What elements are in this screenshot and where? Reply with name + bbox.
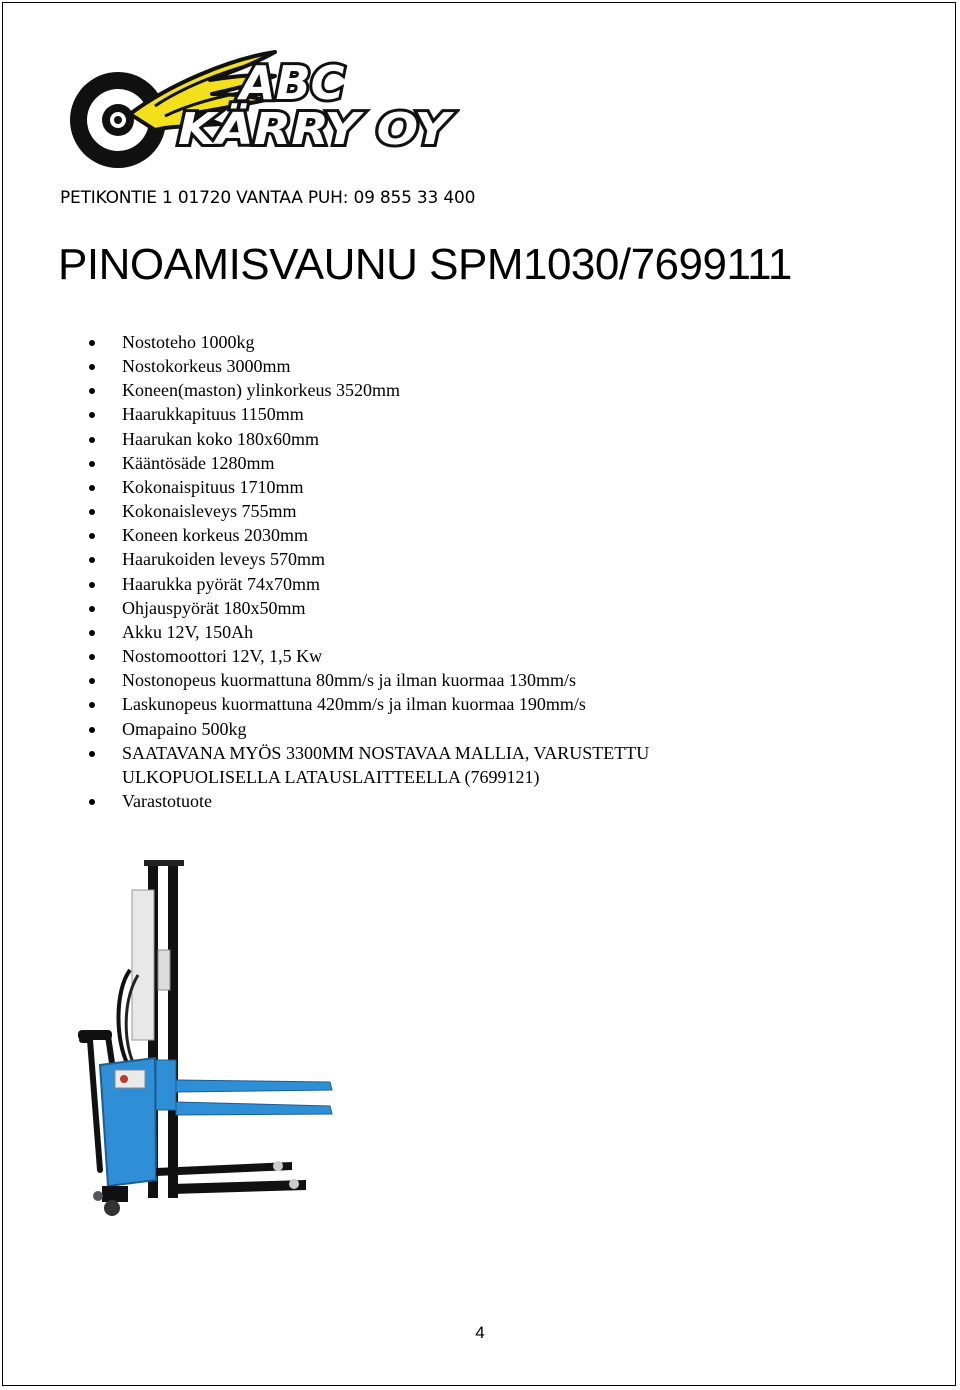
list-item bbox=[0, 692, 649, 716]
list-item bbox=[0, 402, 649, 426]
bullet-icon bbox=[89, 654, 95, 660]
bullet-icon bbox=[89, 606, 95, 612]
stacker-illustration bbox=[78, 860, 332, 1216]
list-item bbox=[0, 644, 649, 668]
bullet-icon bbox=[89, 461, 95, 467]
list-item bbox=[0, 789, 649, 813]
bullet-icon bbox=[89, 702, 95, 708]
spec-text: Nostoteho 1000kg bbox=[122, 332, 255, 352]
spec-text: Omapaino 500kg bbox=[122, 718, 247, 739]
bullet-icon bbox=[89, 340, 95, 346]
list-item bbox=[0, 596, 649, 620]
bullet-icon bbox=[89, 630, 95, 636]
spec-text: Haarukan koko 180x60mm bbox=[122, 428, 319, 449]
spec-text: Koneen korkeus 2030mm bbox=[122, 525, 308, 546]
spec-text: Kääntösäde 1280mm bbox=[122, 452, 275, 473]
list-item bbox=[0, 499, 649, 523]
spec-text: Kokonaispituus 1710mm bbox=[122, 476, 304, 497]
bullet-icon bbox=[89, 388, 95, 394]
spec-text: Ohjauspyörät 180x50mm bbox=[122, 597, 306, 618]
bullet-icon bbox=[89, 582, 95, 588]
list-item bbox=[0, 378, 649, 402]
list-item bbox=[0, 572, 649, 596]
bullet-icon bbox=[89, 509, 95, 515]
spec-text: Kokonaisleveys 755mm bbox=[122, 501, 297, 522]
spec-list bbox=[0, 330, 649, 813]
spec-text: SAATAVANA MYÖS 3300MM NOSTAVAA MALLIA, VARUSTETTU bbox=[122, 742, 650, 763]
logo-line2: KÄRRY OY bbox=[178, 104, 424, 155]
list-item bbox=[0, 547, 649, 571]
bullet-icon bbox=[89, 412, 95, 418]
spec-text: Koneen(maston) ylinkorkeus 3520mm bbox=[122, 380, 400, 401]
spec-text: Haarukkapituus 1150mm bbox=[122, 404, 304, 425]
bullet-icon bbox=[89, 364, 95, 370]
company-address: PETIKONTIE 1 01720 VANTAA PUH: 09 855 33 400 bbox=[60, 188, 476, 208]
list-item bbox=[0, 354, 649, 378]
bullet-icon bbox=[89, 557, 95, 563]
spec-text: Akku 12V, 150Ah bbox=[122, 621, 254, 642]
bullet-icon bbox=[89, 727, 95, 733]
list-item bbox=[0, 620, 649, 644]
list-item bbox=[0, 475, 649, 499]
spec-text: Nostomoottori 12V, 1,5 Kw bbox=[122, 646, 323, 667]
bullet-icon bbox=[89, 751, 95, 757]
list-item bbox=[0, 523, 649, 547]
bullet-icon bbox=[89, 799, 95, 805]
page-title: PINOAMISVAUNU SPM1030/7699111 bbox=[58, 240, 792, 289]
spec-text: Nostokorkeus 3000mm bbox=[122, 356, 291, 377]
list-item bbox=[0, 427, 649, 451]
bullet-icon bbox=[89, 485, 95, 491]
spec-text: Haarukka pyörät 74x70mm bbox=[122, 573, 320, 594]
list-item bbox=[0, 668, 649, 692]
list-item bbox=[0, 330, 649, 354]
spec-text: Varastotuote bbox=[122, 790, 212, 811]
logo-line1: ABC bbox=[240, 56, 345, 110]
page-number: 4 bbox=[475, 1323, 485, 1342]
stacker-product-image bbox=[60, 850, 380, 1230]
bullet-icon bbox=[89, 437, 95, 443]
bullet-icon bbox=[89, 533, 95, 539]
spec-text: Nostonopeus kuormattuna 80mm/s ja ilman kuormaa 130mm/s bbox=[122, 670, 576, 691]
list-item bbox=[0, 717, 649, 741]
spec-text: Haarukoiden leveys 570mm bbox=[122, 549, 325, 570]
company-logo bbox=[60, 44, 460, 169]
bullet-icon bbox=[89, 678, 95, 684]
list-item-continuation bbox=[0, 765, 649, 789]
list-item bbox=[0, 451, 649, 475]
spec-text: Laskunopeus kuormattuna 420mm/s ja ilman kuormaa 190mm/s bbox=[122, 694, 586, 715]
list-item bbox=[0, 741, 649, 765]
spec-text: ULKOPUOLISELLA LATAUSLAITTEELLA (7699121) bbox=[122, 766, 540, 787]
